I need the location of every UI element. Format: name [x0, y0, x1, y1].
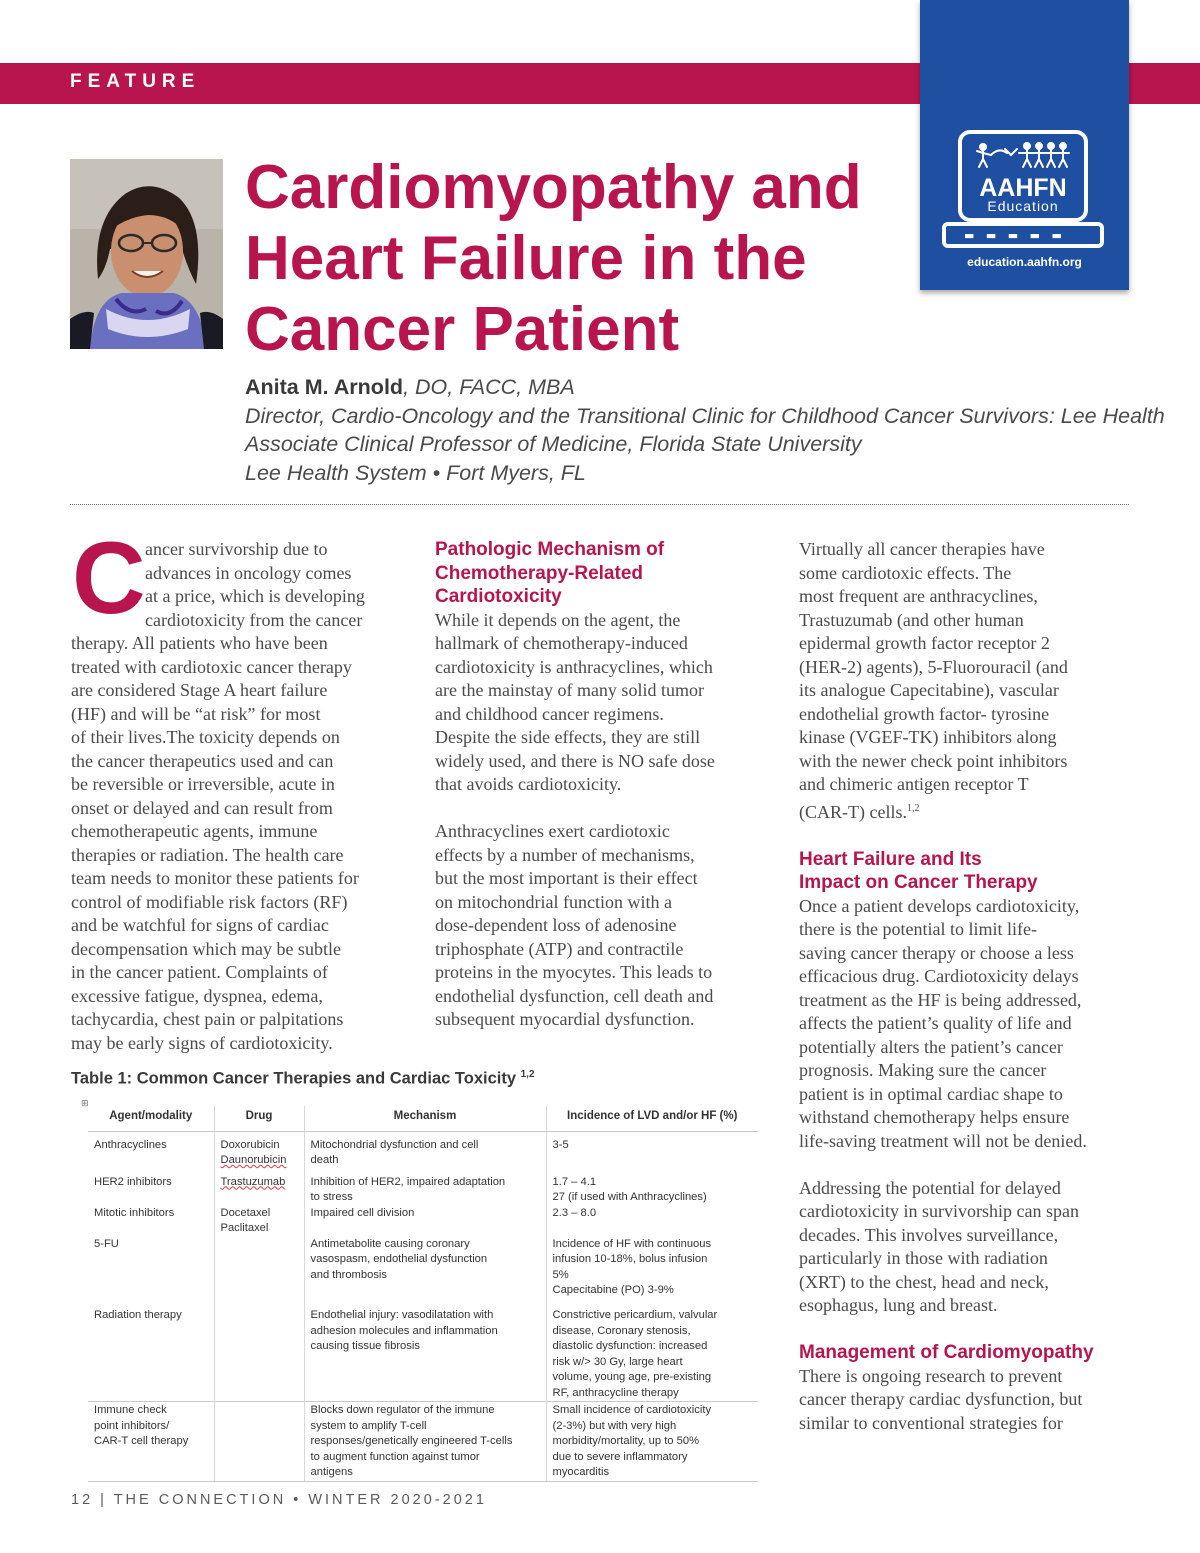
mechanism-cell: Endothelial injury: vasodilatation with adhesion molecules and inflammation causing tissue fibrosis: [310, 1309, 498, 1352]
agent-cell: Anthracyclines: [94, 1138, 167, 1151]
section-heading: Heart Failure and Its: [799, 848, 982, 870]
people-holding-hands-icon: [975, 141, 1071, 169]
table-caption-text: Table 1: Common Cancer Therapies and Cardiac Toxicity: [71, 1069, 517, 1088]
author-location: Lee Health System • Fort Myers, FL: [245, 460, 586, 485]
column-header: Agent/modality: [88, 1106, 214, 1131]
paragraph-gap: [799, 1153, 1134, 1177]
body-line: but the most important is their effect: [435, 868, 698, 888]
mechanism-cell: Impaired cell division: [310, 1206, 415, 1219]
body-line: There is ongoing research to prevent: [799, 1365, 1063, 1386]
body-line: efficacious drug. Cardiotoxicity delays: [799, 966, 1079, 986]
badge-title: AAHFN: [979, 174, 1067, 202]
drug-name: Doxorubicin: [220, 1138, 280, 1151]
body-line: proteins in the myocytes. This leads to: [435, 962, 713, 982]
agent-cell: Immune check point inhibitors/ CAR-T cell therapy: [94, 1404, 189, 1447]
body-line: team needs to monitor these patients for: [71, 868, 359, 888]
incidence-cell: 1.7 – 4.1 27 (if used with Anthracyclines): [552, 1175, 707, 1203]
body-line: life-saving treatment will not be denied.: [799, 1130, 1087, 1151]
body-line: withstand chemotherapy helps ensure: [799, 1107, 1070, 1127]
cardiac-toxicity-table: [88, 1106, 758, 1482]
body-line: esophagus, lung and breast.: [799, 1295, 998, 1315]
body-line: similar to conventional strategies for: [799, 1412, 1063, 1433]
body-line: Once a patient develops cardiotoxicity,: [799, 895, 1080, 916]
body-line: its analogue Capecitabine), vascular: [799, 680, 1059, 700]
body-line: chemotherapeutic agents, immune: [71, 821, 318, 841]
body-line: decompensation which may be subtle: [71, 938, 341, 959]
body-line: cardiotoxicity in survivorship can span: [799, 1201, 1079, 1221]
body-line: affects the patient’s quality of life and: [799, 1013, 1072, 1033]
author-credentials: , DO, FACC, MBA: [403, 375, 575, 399]
mechanism-cell: Antimetabolite causing coronary vasospasm, endothelial dysfunction and thrombosis: [310, 1237, 488, 1281]
keyboard-icon: ▬ ▬ ▬ ▬ ▬: [942, 222, 1104, 248]
body-line: particularly in those with radiation: [799, 1248, 1048, 1268]
author-line: [245, 373, 1145, 402]
incidence-cell: 2.3 – 8.0: [552, 1206, 597, 1219]
body-line: decades. This involves surveillance,: [799, 1224, 1059, 1245]
body-line: cardiotoxicity is anthracyclines, which: [435, 656, 713, 677]
incidence-cell: Small incidence of cardiotoxicity (2-3%) but with very high morbidity/mortality, up to 50% due to severe inflammatory myocarditis: [552, 1404, 712, 1478]
author-photo: [70, 159, 223, 349]
body-text: (CAR-T) cells.: [799, 801, 907, 822]
mechanism-cell: Blocks down regulator of the immune system to amplify T-cell responses/genetically engineered T-cells to augment function against tumor antigens: [310, 1404, 513, 1478]
body-line: and be watchful for signs of cardiac: [71, 915, 329, 935]
column-header: Drug: [214, 1106, 304, 1131]
body-line: Virtually all cancer therapies have: [799, 539, 1045, 559]
body-line: onset or delayed and can result from: [71, 797, 333, 818]
body-line: Despite the side effects, they are still: [435, 727, 701, 747]
body-column-1: [71, 538, 406, 1055]
body-line: treated with cardiotoxic cancer therapy: [71, 656, 352, 677]
body-line: widely used, and there is NO safe dose: [435, 750, 715, 771]
section-heading: Chemotherapy-Related: [435, 562, 643, 584]
body-line: epidermal growth factor receptor 2: [799, 633, 1050, 653]
body-line: (HER-2) agents), 5-Fluorouracil (and: [799, 656, 1068, 677]
body-line: hallmark of chemotherapy-induced: [435, 633, 688, 653]
drug-name: Daunorubicin: [220, 1154, 287, 1166]
title-line: Heart Failure in the: [245, 224, 807, 293]
drug-name: Docetaxel: [220, 1206, 271, 1219]
body-line: are the mainstay of many solid tumor: [435, 680, 704, 700]
table-row: [88, 1237, 758, 1303]
body-line: patient is in optimal cardiac shape to: [799, 1083, 1063, 1104]
section-heading: Pathologic Mechanism of: [435, 539, 665, 560]
body-line: cancer therapy cardiac dysfunction, but: [799, 1389, 1083, 1409]
body-line: therapy. All patients who have been: [71, 633, 328, 653]
body-line: with the newer check point inhibitors: [799, 750, 1068, 771]
body-line: some cardiotoxic effects. The: [799, 562, 1012, 583]
body-line: (HF) and will be “at risk” for most: [71, 703, 321, 724]
agent-cell: 5-FU: [94, 1237, 119, 1250]
body-line: Anthracyclines exert cardiotoxic: [435, 821, 670, 841]
column-header: Mechanism: [304, 1106, 546, 1131]
body-line: there is the potential to limit life-: [799, 919, 1037, 939]
body-line: and childhood cancer regimens.: [435, 703, 664, 724]
incidence-cell: Incidence of HF with continuous infusion 10-18%, bolus infusion 5% Capecitabine (PO) 3-9%: [552, 1237, 712, 1296]
body-line: endothelial growth factor- tyrosine: [799, 703, 1050, 724]
body-line: cardiotoxicity from the cancer: [145, 609, 363, 630]
table-move-handle-icon[interactable]: ⊞: [81, 1099, 89, 1109]
badge-url-link[interactable]: education.aahfn.org: [967, 255, 1082, 269]
body-line: and chimeric antigen receptor T: [799, 774, 1029, 794]
body-line: on mitochondrial function with a: [435, 891, 672, 912]
body-line: therapies or radiation. The health care: [71, 844, 344, 865]
body-line: that avoids cardiotoxicity.: [435, 774, 622, 794]
section-heading: Impact on Cancer Therapy: [799, 872, 1038, 893]
drug-name: Trastuzumab: [220, 1175, 286, 1188]
body-line: endothelial dysfunction, cell death and: [435, 985, 714, 1006]
body-line: kinase (VGEF-TK) inhibitors along: [799, 727, 1057, 747]
table-header-row: [88, 1106, 758, 1131]
body-column-2: [435, 538, 765, 1032]
incidence-cell: 3-5: [552, 1138, 569, 1151]
paragraph-gap: [799, 824, 1134, 848]
body-line: tachycardia, chest pain or palpitations: [71, 1009, 344, 1029]
author-byline: [245, 373, 1165, 487]
paragraph-gap: [435, 797, 765, 821]
author-name: Anita M. Arnold: [245, 375, 404, 399]
author-role: Associate Clinical Professor of Medicine, Florida State University: [245, 432, 862, 456]
body-line: While it depends on the agent, the: [435, 609, 681, 630]
aahfn-education-badge[interactable]: [920, 0, 1129, 290]
section-label: FEATURE: [70, 71, 201, 92]
body-line: subsequent myocardial dysfunction.: [435, 1009, 695, 1029]
body-line: at a price, which is developing: [145, 586, 365, 606]
column-header: Incidence of LVD and/or HF (%): [546, 1106, 758, 1131]
body-line: saving cancer therapy or choose a less: [799, 942, 1074, 963]
table-caption: [71, 1069, 535, 1089]
body-line: of their lives.The toxicity depends on: [71, 727, 340, 747]
table-row: [88, 1206, 758, 1237]
section-heading: Cardiotoxicity: [435, 586, 562, 607]
body-line: most frequent are anthracyclines,: [799, 586, 1038, 606]
title-line: Cardiomyopathy and: [245, 153, 862, 222]
article-title: [245, 152, 905, 365]
body-line: [799, 797, 1134, 825]
body-line: Addressing the potential for delayed: [799, 1177, 1061, 1198]
page-footer: 12 | THE CONNECTION • WINTER 2020-2021: [71, 1492, 487, 1508]
section-divider: [70, 504, 1129, 505]
table-row: [88, 1402, 758, 1482]
drug-name: Paclitaxel: [220, 1222, 269, 1234]
reference-superscript: 1,2: [906, 802, 920, 814]
body-line: ancer survivorship due to: [145, 539, 328, 559]
mechanism-cell: Mitochondrial dysfunction and cell death: [310, 1138, 479, 1166]
table-row: [88, 1169, 758, 1206]
author-role: Director, Cardio-Oncology and the Transitional Clinic for Childhood Cancer Survivors: Lee Health: [245, 403, 1165, 428]
body-line: may be early signs of cardiotoxicity.: [71, 1032, 333, 1053]
drop-cap: C: [72, 521, 146, 635]
mechanism-cell: Inhibition of HER2, impaired adaptation to stress: [310, 1175, 506, 1203]
agent-cell: HER2 inhibitors: [94, 1175, 172, 1188]
table-row: [88, 1302, 758, 1402]
body-line: excessive fatigue, dyspnea, edema,: [71, 985, 323, 1006]
section-heading: Management of Cardiomyopathy: [799, 1342, 1094, 1363]
body-line: the cancer therapeutics used and can: [71, 750, 334, 771]
incidence-cell: Constrictive pericardium, valvular disease, Coronary stenosis, diastolic dysfunction: increased risk w/> 30 Gy, large heart volume, young age, pre-existing RF, anthracycline therapy: [552, 1309, 718, 1399]
body-line: (XRT) to the chest, head and neck,: [799, 1271, 1049, 1292]
body-line: advances in oncology comes: [145, 562, 352, 583]
body-line: treatment as the HF is being addressed,: [799, 989, 1082, 1010]
table-caption-ref: 1,2: [520, 1069, 535, 1080]
body-line: control of modifiable risk factors (RF): [71, 891, 348, 912]
body-line: effects by a number of mechanisms,: [435, 844, 695, 865]
body-column-3: [799, 538, 1134, 1435]
body-line: prognosis. Making sure the cancer: [799, 1060, 1047, 1080]
body-line: be reversible or irreversible, acute in: [71, 774, 335, 794]
body-line: in the cancer patient. Complaints of: [71, 962, 328, 982]
title-line: Cancer Patient: [245, 295, 680, 364]
body-line: Trastuzumab (and other human: [799, 609, 1024, 630]
paragraph-gap: [799, 1318, 1134, 1342]
badge-subtitle: Education: [987, 198, 1059, 214]
body-line: are considered Stage A heart failure: [71, 680, 328, 700]
body-line: dose-dependent loss of adenosine: [435, 915, 677, 935]
body-line: potentially alters the patient’s cancer: [799, 1036, 1063, 1057]
agent-cell: Radiation therapy: [94, 1309, 182, 1321]
body-line: triphosphate (ATP) and contractile: [435, 938, 684, 959]
agent-cell: Mitotic inhibitors: [94, 1206, 175, 1219]
table-row: [88, 1131, 758, 1169]
